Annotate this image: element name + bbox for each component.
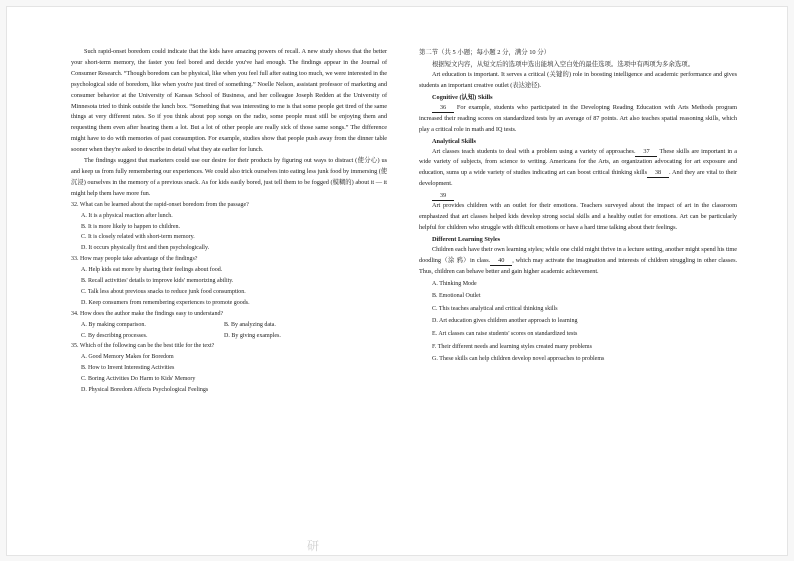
- cognitive-text: For example, students who participated in the Developing Reading Education with Arts Methods program increased their reading scores on standardized tests by an average of 87 points. Art also teaches spatial reasoning skills, which play a critical role in math and IQ tests.: [419, 103, 737, 133]
- option-c: C. It is closely related with short-term memory.: [81, 234, 195, 241]
- option-b: B. By analyzing data.: [224, 321, 276, 328]
- cognitive-paragraph: [419, 103, 737, 136]
- question-stem: 32. What can be learned about the rapid-onset boredom from the passage?: [71, 201, 249, 208]
- footer-watermark: 研: [307, 539, 320, 553]
- analytical-text-a: Art classes teach students to deal with a problem using a variety of approaches.: [432, 147, 636, 155]
- option-a: A. Thinking Mode: [432, 280, 477, 287]
- question-35: [71, 341, 387, 396]
- option-list: [419, 278, 737, 366]
- passage-paragraph-1: Such rapid-onset boredom could indicate that the kids have amazing powers of recall. A new study shows that the better your short-term memory, the faster you feel bored and decide you've had enough. The findings appear in the Journal of Consumer Research. “Though boredom can be physical, like when you feel full after eating too much, we were interested in the psychological side of boredom, like when you're just tired of something.” Noelle Nelson, assistant professor of marketing and consumer behavior at the University of Kansas School of Business, and her colleague Joseph Redden at the University of Minnesota tried to think outside the lunch box. “Something that was interesting to me is that some people get tired of the same things at very different rates. So if you think about pop songs on the radio, some people must still be enjoying them and requesting them even after hearing them a lot. But a lot of other people are really sick of those same songs.” The difference might have to do with memories of past consumption. For example, studies show that people push away from the dinner table sooner when they're asked to describe in detail what they ate earlier for lunch.: [71, 48, 387, 154]
- blank-36: 36: [432, 104, 454, 113]
- blank-39-line: [419, 190, 737, 201]
- option-a: A. By making comparison.: [81, 321, 146, 328]
- option-e: E. Art classes can raise students' scores on standardized tests: [432, 330, 578, 337]
- option-d: D. Physical Boredom Affects Psychological Feelings: [81, 387, 209, 394]
- question-stem: 34. How does the author make the findings easy to understand?: [71, 310, 224, 317]
- question-34: [71, 309, 387, 342]
- document-page: [6, 6, 788, 556]
- option-b: B. Emotional Outlet: [432, 293, 481, 300]
- section-heading: 第二节（共 5 小题；每小题 2 分，满分 10 分）: [419, 49, 551, 56]
- analytical-text-b: These skills are important in a wide variety of subjects, from science to writing. Americans for the Arts, an organization advocating for art exposure and education, sums up a wide variety of studies indicating art can boost critical thinking skills: [419, 147, 737, 177]
- question-32: [71, 200, 387, 255]
- blank-40: 40: [490, 257, 512, 266]
- question-stem: 35. Which of the following can be the best title for the text?: [71, 343, 215, 350]
- option-a: A. It is a physical reaction after lunch.: [81, 212, 173, 219]
- option-d: D. It occurs physically first and then psychologically.: [81, 245, 210, 252]
- blank-37: 37: [635, 148, 657, 157]
- question-33: [71, 254, 387, 309]
- analytical-text-c: . And they are vital to their development.: [419, 169, 737, 188]
- option-c: C. This teaches analytical and critical thinking skills: [432, 305, 558, 312]
- cognitive-heading: Cognitive (认知) Skills: [432, 93, 493, 101]
- question-stem: 33. How may people take advantage of the findings?: [71, 256, 198, 263]
- option-row: [71, 331, 387, 342]
- section-instructions: 根据短文内容，从短文后的选项中选出能填入空白处的最佳选项。选项中有两项为多余选项。: [432, 61, 695, 68]
- learning-heading: Different Learning Styles: [432, 235, 501, 243]
- option-d: D. By giving examples.: [224, 332, 281, 339]
- analytical-paragraph: [419, 147, 737, 191]
- passage-paragraph-2: The findings suggest that marketers could use our desire for their products by figuring out ways to distract (使分心) us and keep us from fully remembering our experiences. We could also trick ourselves into eating less junk food by immersing (使沉浸) ourselves in the memory of a previous snack. As for kids easily bored, just tell them to be fogged (模糊的) about it — it might help them have more fun.: [71, 157, 387, 197]
- option-g: G. These skills can help children develop novel approaches to problems: [432, 356, 605, 363]
- option-row: [71, 320, 387, 331]
- option-d: D. Art education gives children another approach to learning: [432, 318, 578, 325]
- option-d: D. Keep consumers from remembering experiences to promote goods.: [81, 299, 250, 306]
- left-column: [71, 47, 387, 396]
- option-b: B. It is more likely to happen to children.: [81, 223, 180, 230]
- learning-text-b: , which may activate the imagination and interests of children struggling in other classes. Thus, children can behave better and gain higher academic achievement.: [419, 256, 737, 275]
- intro-paragraph: Art education is important. It serves a critical (关键的) role in boosting intelligence and academic performance and gives students an important creative outlet (表达途径).: [419, 71, 737, 89]
- analytical-heading: Analytical Skills: [432, 137, 476, 145]
- blank-38: 38: [647, 169, 669, 178]
- learning-text-a: Children each have their own learning styles; while one child might thrive in a lecture setting, another might spend his time doodling（涂 鸦）in class.: [419, 245, 737, 264]
- option-f: F. Their different needs and learning styles created many problems: [432, 343, 592, 350]
- option-c: C. By describing processes.: [81, 332, 148, 339]
- learning-paragraph: [419, 245, 737, 278]
- option-c: C. Talk less about previous snacks to reduce junk food consumption.: [81, 288, 246, 295]
- right-column: [419, 47, 737, 366]
- option-a: A. Help kids eat more by sharing their feelings about food.: [81, 267, 223, 274]
- option-a: A. Good Memory Makes for Boredom: [81, 354, 174, 361]
- blank-39: 39: [432, 192, 454, 201]
- option-c: C. Boring Activities Do Harm to Kids' Memory: [81, 376, 196, 383]
- option-b: B. How to Invent Interesting Activities: [81, 365, 175, 372]
- emotion-paragraph: Art provides children with an outlet for their emotions. Teachers surveyed about the impact of art in the classroom emphasized that art classes helped kids develop strong social skills and a healthy outlet for emotions. Art can be particularly helpful for children who struggle with difficult emotions or have a hard time talking about their feelings.: [419, 202, 737, 231]
- option-b: B. Recall activities' details to improve kids' memorizing ability.: [81, 278, 234, 285]
